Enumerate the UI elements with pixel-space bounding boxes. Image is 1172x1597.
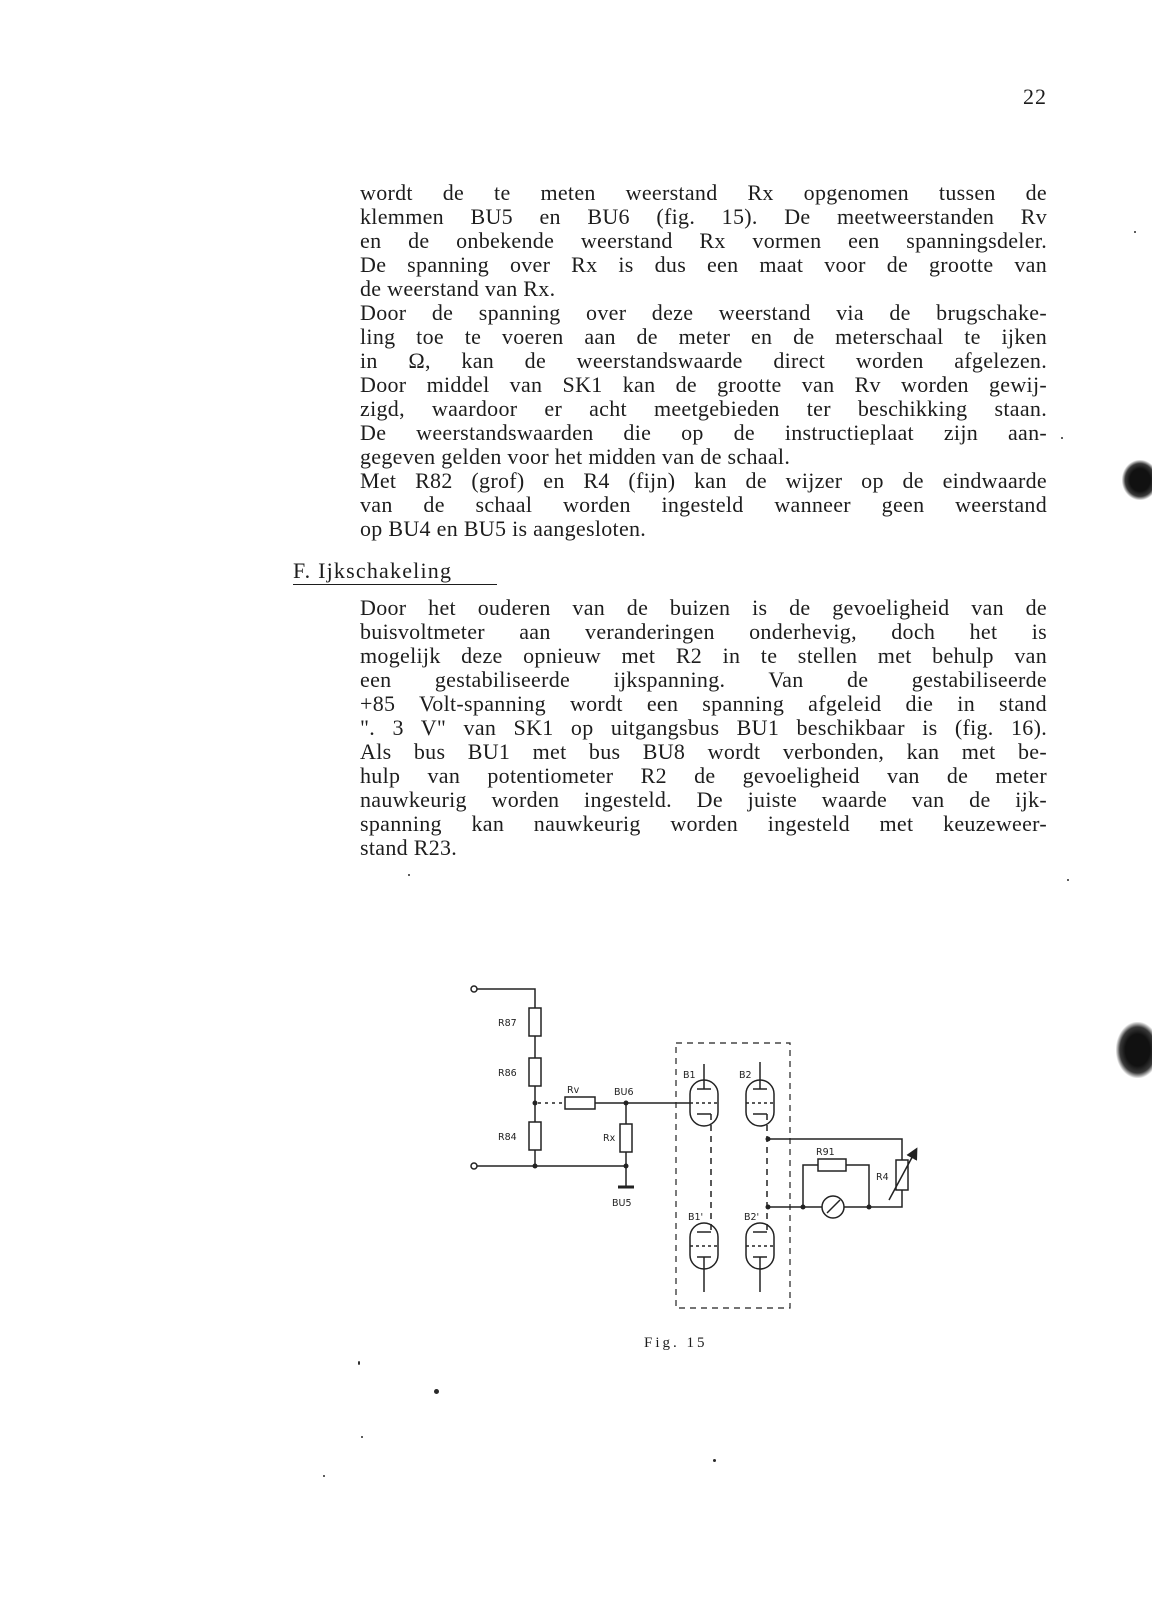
- text-line: en de onbekende weerstand Rx vormen een spanningsdeler.: [360, 228, 1047, 253]
- text-line: De weerstandswaarden die op de instructieplaat zijn aan-: [360, 420, 1047, 445]
- text-line: spanning kan nauwkeurig worden ingesteld met keuzeweer-: [360, 811, 1047, 836]
- label-r87: R87: [498, 1018, 517, 1029]
- text-line: van de schaal worden ingesteld wanneer geen weerstand: [360, 492, 1047, 517]
- scan-speck: [1134, 231, 1136, 233]
- text-line: op BU4 en BU5 is aangesloten.: [360, 516, 647, 541]
- text-line: De spanning over Rx is dus een maat voor de grootte van: [360, 252, 1047, 277]
- label-b2: B2: [739, 1070, 752, 1081]
- label-b1-prime: B1': [688, 1212, 704, 1223]
- resistor-r87: [529, 1008, 541, 1036]
- wire-r91-left: [803, 1165, 818, 1207]
- resistor-r86: [529, 1058, 541, 1086]
- label-r4: R4: [876, 1172, 889, 1183]
- tube-enclosure: [676, 1043, 790, 1308]
- label-b1: B1: [683, 1070, 696, 1081]
- text-line: gegeven gelden voor het midden van de schaal.: [360, 444, 791, 469]
- wire-bridge-top: [768, 1139, 902, 1160]
- scan-speck: [361, 1436, 363, 1438]
- text-line: Met R82 (grof) en R4 (fijn) kan de wijzer op de eindwaarde: [360, 468, 1047, 493]
- label-b2-prime: B2': [744, 1212, 760, 1223]
- input-terminal-bottom: [471, 1163, 477, 1169]
- text-line: +85 Volt-spanning wordt een spanning afgeleid die in stand: [360, 691, 1047, 716]
- text-line: stand R23.: [360, 835, 458, 860]
- text-line: mogelijk deze opnieuw met R2 in te stellen met behulp van: [360, 643, 1047, 668]
- binder-shadow: [1122, 460, 1152, 500]
- section-e-text: [360, 181, 1047, 541]
- scan-speck: [434, 1389, 439, 1394]
- text-line: nauwkeurig worden ingesteld. De juiste waarde van de ijk-: [360, 787, 1047, 812]
- text-line: zigd, waardoor er acht meetgebieden ter beschikking staan.: [360, 396, 1047, 421]
- junction-dot: [533, 1101, 538, 1106]
- junction-dot: [766, 1137, 771, 1142]
- resistor-rv: [565, 1097, 595, 1109]
- scan-speck: [358, 1361, 360, 1365]
- section-f-heading-text: F. Ijkschakeling: [293, 559, 497, 585]
- scan-speck: [1061, 437, 1063, 439]
- tube-b2-prime: [746, 1223, 774, 1292]
- junction-dot: [867, 1205, 872, 1210]
- text-line: wordt de te meten weerstand Rx opgenomen tussen de: [360, 180, 1047, 205]
- scan-speck: [713, 1459, 716, 1462]
- text-line: Door middel van SK1 kan de grootte van Rv worden gewij-: [360, 372, 1047, 397]
- text-line: ling toe te voeren aan de meter en de meterschaal te ijken: [360, 324, 1047, 349]
- junction-dot: [624, 1101, 629, 1106]
- label-r91: R91: [816, 1147, 835, 1158]
- scan-speck: [323, 1475, 325, 1477]
- section-f-text: [360, 596, 1047, 860]
- resistor-r91: [818, 1159, 846, 1171]
- junction-dot: [624, 1164, 629, 1169]
- scan-speck: [408, 874, 410, 876]
- label-bu5: BU5: [612, 1198, 632, 1209]
- junction-dot: [801, 1205, 806, 1210]
- label-r86: R86: [498, 1068, 517, 1079]
- junction-dot: [533, 1164, 538, 1169]
- text-line: buisvoltmeter aan veranderingen onderhevig, doch het is: [360, 619, 1047, 644]
- resistor-rx: [620, 1124, 632, 1152]
- junction-dot: [766, 1205, 771, 1210]
- tube-b1-prime: [690, 1223, 718, 1292]
- input-terminal-top: [471, 986, 477, 992]
- page-number: 22: [1023, 84, 1047, 109]
- text-line: ". 3 V" van SK1 op uitgangsbus BU1 beschikbaar is (fig. 16).: [360, 715, 1047, 740]
- text-line: Als bus BU1 met bus BU8 wordt verbonden, kan met be-: [360, 739, 1047, 764]
- meter-needle: [827, 1200, 840, 1213]
- circuit-diagram: [460, 975, 930, 1320]
- figure-caption: Fig. 15: [644, 1335, 708, 1351]
- text-line: Door het ouderen van de buizen is de gevoeligheid van de: [360, 595, 1047, 620]
- text-line: klemmen BU5 en BU6 (fig. 15). De meetweerstanden Rv: [360, 204, 1047, 229]
- section-f-heading: [293, 559, 497, 585]
- label-bu6: BU6: [614, 1087, 634, 1098]
- resistor-r84: [529, 1122, 541, 1150]
- text-line: hulp van potentiometer R2 de gevoeligheid van de meter: [360, 763, 1047, 788]
- text-line: in Ω, kan de weerstandswaarde direct worden afgelezen.: [360, 348, 1047, 373]
- binder-shadow: [1116, 1022, 1152, 1078]
- label-rx: Rx: [603, 1133, 616, 1144]
- label-rv: Rv: [567, 1085, 580, 1096]
- wire-top-rail: [477, 989, 535, 1008]
- label-r84: R84: [498, 1132, 517, 1143]
- text-line: een gestabiliseerde ijkspanning. Van de gestabiliseerde: [360, 667, 1047, 692]
- text-line: de weerstand van Rx.: [360, 276, 556, 301]
- text-line: Door de spanning over deze weerstand via de brugschake-: [360, 300, 1047, 325]
- wire-r91-right: [846, 1165, 869, 1207]
- scan-speck: [1067, 879, 1069, 881]
